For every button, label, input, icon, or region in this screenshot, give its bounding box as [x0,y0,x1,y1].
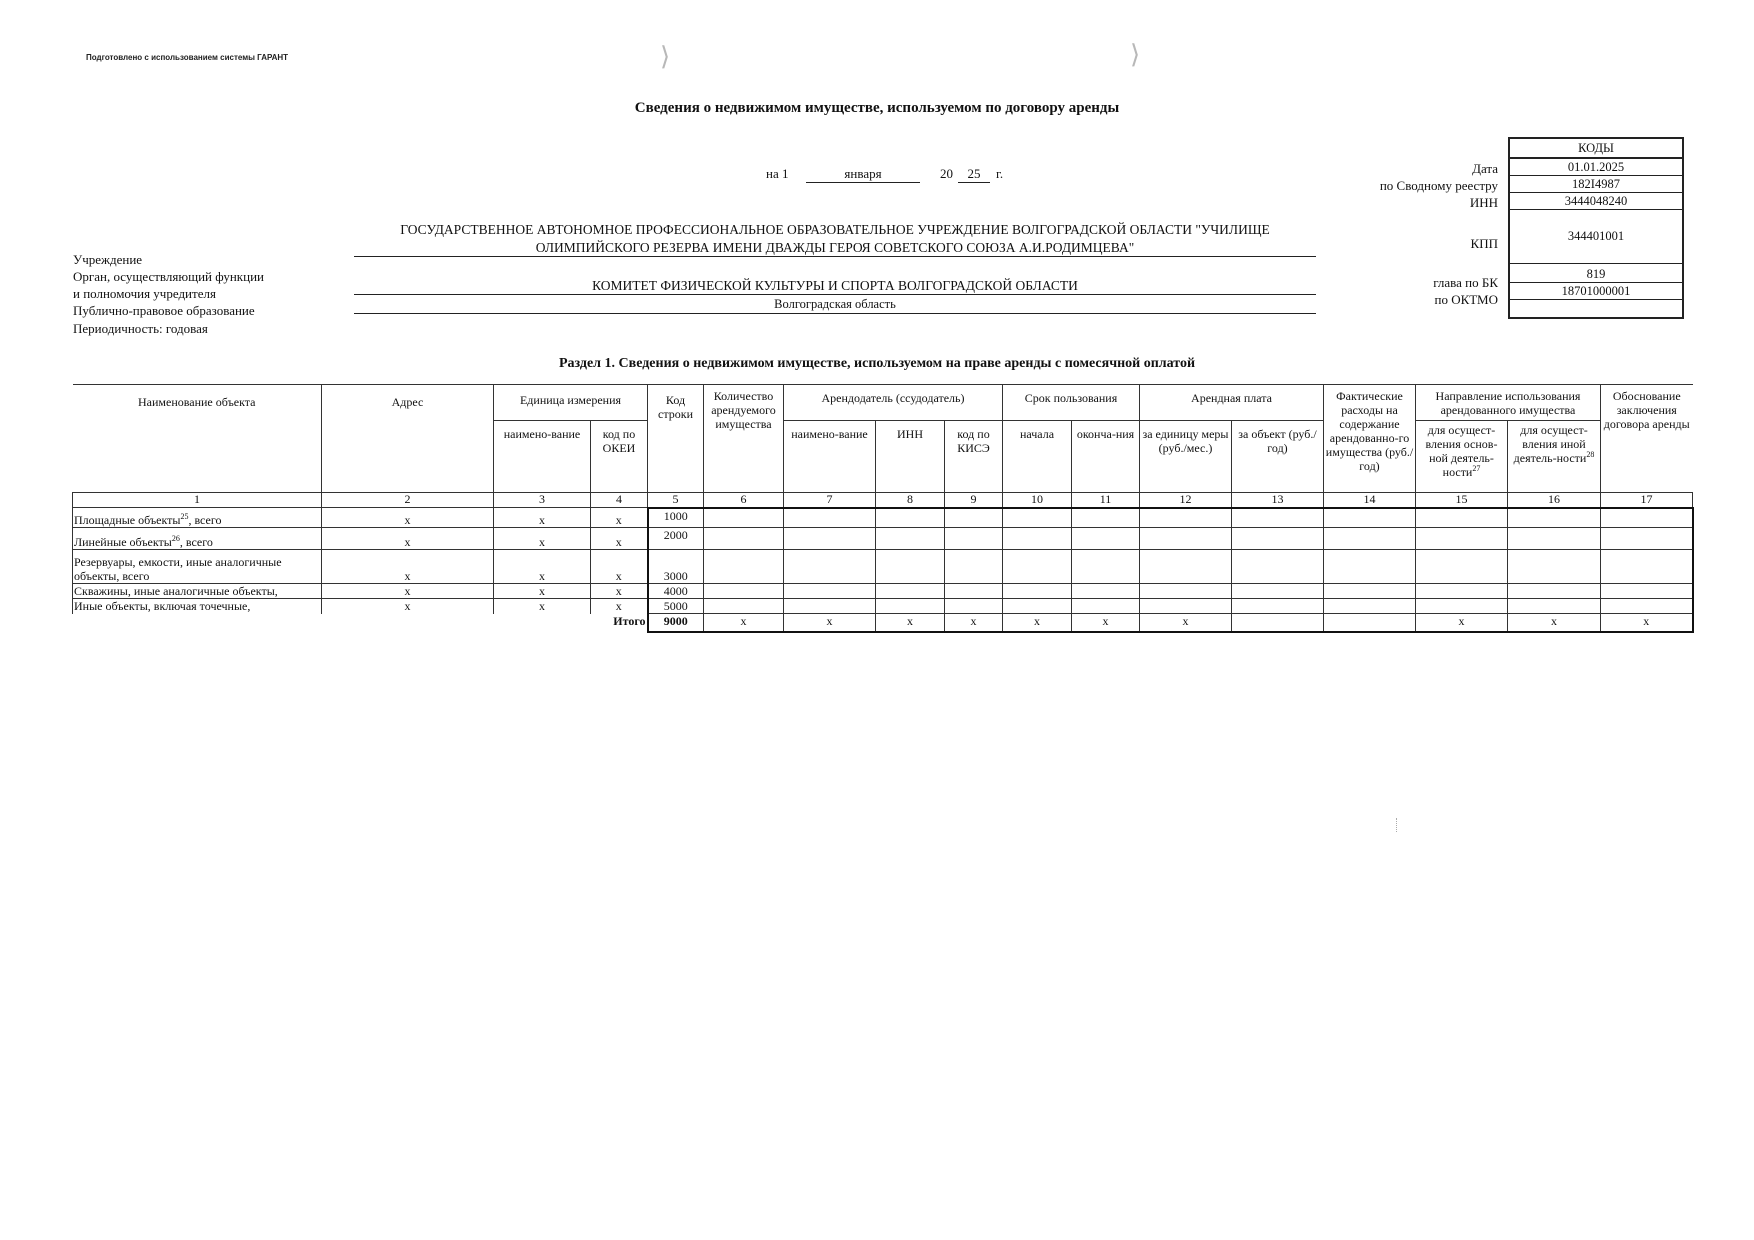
th-address: Адрес [322,385,494,493]
cell [73,614,322,632]
cell [1140,550,1232,584]
col-num: 8 [876,493,945,508]
cell [1601,550,1693,584]
date-suffix: г. [996,166,1004,181]
cell [1324,599,1416,614]
cell [1232,599,1324,614]
cell [876,550,945,584]
cell [1072,599,1140,614]
col-num: 12 [1140,493,1232,508]
cell [1508,508,1601,528]
label-bk: глава по БК [1433,275,1498,290]
row-code: 4000 [648,584,704,599]
col-num: 13 [1232,493,1324,508]
row-unit-name: x [494,508,591,528]
label-institution: Учреждение [73,252,143,267]
table-row [73,584,1693,599]
total-x: x [1072,614,1140,632]
scan-artifact-icon: ⟩ [1130,40,1141,69]
th-rent-object: за объект (руб./год) [1232,421,1324,493]
row-unit-code: x [591,584,648,599]
label-founder-1: Орган, осуществляющий функции [73,269,264,284]
cell [1140,584,1232,599]
row-name-sup: 25 [180,512,189,521]
cell [704,508,784,528]
th-term-start: начала [1003,421,1072,493]
table-row-total [73,614,1693,632]
th-direction-other-text: для осущест-вления иной деятель-ности [1513,423,1588,465]
row-unit-name: x [494,599,591,614]
cell [1072,528,1140,550]
th-landlord-inn: ИНН [876,421,945,493]
cell [1072,550,1140,584]
cell [784,599,876,614]
col-num: 2 [322,493,494,508]
cell [1003,550,1072,584]
founder-name: КОМИТЕТ ФИЗИЧЕСКОЙ КУЛЬТУРЫ И СПОРТА ВОЛГОГРАДСКОЙ ОБЛАСТИ [592,278,1078,293]
th-rent-unit: за единицу меры (руб./мес.) [1140,421,1232,493]
code-empty [1509,300,1683,319]
total-label: Итого [591,614,648,632]
cell [1601,599,1693,614]
row-code: 2000 [648,528,704,550]
th-term-end: оконча-ния [1072,421,1140,493]
date-prefix: на 1 [766,166,789,181]
label-registry: по Сводному реестру [1379,178,1498,193]
cell [1416,584,1508,599]
cell [945,550,1003,584]
garant-note: Подготовлено с использованием системы ГАРАНТ [86,53,289,62]
cell [1601,584,1693,599]
col-num: 16 [1508,493,1601,508]
col-num: 10 [1003,493,1072,508]
cell [1232,528,1324,550]
table-row [73,508,1693,528]
row-name: Резервуары, емкости, иные аналогичные объекты, всего [73,550,322,584]
cell [1601,528,1693,550]
code-oktmo: 18701000001 [1509,283,1683,300]
col-num: 5 [648,493,704,508]
cell [704,584,784,599]
cell [1140,528,1232,550]
date-year-prefix: 20 [940,166,953,181]
cell [1324,508,1416,528]
cell [1508,528,1601,550]
th-line-code: Код строки [648,385,704,493]
row-code: 1000 [648,508,704,528]
th-term: Срок пользования [1003,385,1140,421]
cell [704,599,784,614]
row-name-text: Площадные объекты [74,513,181,527]
total-x: x [784,614,876,632]
cell [876,599,945,614]
total-x: x [945,614,1003,632]
col-num: 1 [73,493,322,508]
cell [945,508,1003,528]
total-x: x [704,614,784,632]
row-unit-name: x [494,584,591,599]
th-unit-code: код по ОКЕИ [591,421,648,493]
code-kpp: 344401001 [1509,210,1683,264]
row-code: 3000 [648,550,704,584]
row-unit-code: x [591,508,648,528]
row-name: Скважины, иные аналогичные объекты, [73,584,322,599]
total-x: x [1140,614,1232,632]
section-title: Раздел 1. Сведения о недвижимом имуществе, используемом на праве аренды с помесячной оплатой [558,356,1196,371]
label-oktmo: по ОКТМО [1434,292,1498,307]
total-code: 9000 [648,614,704,632]
row-unit-name: x [494,550,591,584]
th-landlord-kise: код по КИСЭ [945,421,1003,493]
codes-table [1508,137,1684,319]
row-name-sup: 26 [171,534,180,543]
cell [876,584,945,599]
public-entity-name: Волгоградская область [774,297,896,311]
row-address: x [322,550,494,584]
cell [1072,584,1140,599]
cell [1508,584,1601,599]
label-public-entity: Публично-правовое образование [73,303,255,318]
row-unit-name: x [494,528,591,550]
cell [1508,599,1601,614]
founder-underline [354,294,1316,295]
th-rent: Арендная плата [1140,385,1324,421]
cell [784,550,876,584]
table-row [73,550,1693,584]
th-landlord-name: наимено-вание [784,421,876,493]
date-year-suffix: 25 [958,166,990,183]
cell [1232,614,1324,632]
cell [322,614,494,632]
institution-name-line2: ОЛИМПИЙСКОГО РЕЗЕРВА ИМЕНИ ДВАЖДЫ ГЕРОЯ СОВЕТСКОГО СОЮЗА А.И.РОДИМЦЕВА" [535,240,1135,255]
cell [1072,508,1140,528]
cell [1416,550,1508,584]
cell [1416,528,1508,550]
institution-underline [354,256,1316,257]
cell [876,508,945,528]
cell [1508,550,1601,584]
col-num: 17 [1601,493,1693,508]
total-x: x [1003,614,1072,632]
col-num: 9 [945,493,1003,508]
institution-name-line1: ГОСУДАРСТВЕННОЕ АВТОНОМНОЕ ПРОФЕССИОНАЛЬНОЕ ОБРАЗОВАТЕЛЬНОЕ УЧРЕЖДЕНИЕ ВОЛГОГРАДСКОЙ ОБЛАСТИ "УЧИЛИЩЕ [400,222,1270,237]
date-month: января [806,166,920,183]
th-direction-main-sup: 27 [1472,464,1481,473]
cell [1324,584,1416,599]
col-num: 3 [494,493,591,508]
total-x: x [1508,614,1601,632]
cell [945,528,1003,550]
public-entity-underline [354,313,1316,314]
cell [1232,550,1324,584]
code-registry: 182I4987 [1509,176,1683,193]
label-kpp: КПП [1470,236,1498,251]
row-address: x [322,528,494,550]
cell [1601,508,1693,528]
row-unit-code: x [591,550,648,584]
label-founder-2: и полномочия учредителя [73,286,216,301]
col-num: 14 [1324,493,1416,508]
page-title: Сведения о недвижимом имуществе, используемом по договору аренды [634,100,1120,116]
label-periodicity: Периодичность: годовая [73,321,208,336]
cell [494,614,591,632]
col-num: 7 [784,493,876,508]
scan-artifact-icon: ⟩ [660,42,671,71]
total-x: x [1601,614,1693,632]
cell [1140,508,1232,528]
cell [1416,599,1508,614]
cell [1003,528,1072,550]
row-name-tail: , всего [179,535,213,549]
row-name [73,508,322,528]
th-direction-main-text: для осущест-вления основ-ной деятель-ности [1425,423,1498,479]
cell [1324,614,1416,632]
cell [1003,508,1072,528]
col-num: 6 [704,493,784,508]
cell [784,508,876,528]
scan-speck [1396,818,1398,832]
row-address: x [322,584,494,599]
th-quantity: Количество арендуемого имущества [704,385,784,493]
th-direction-main [1416,421,1508,493]
cell [784,528,876,550]
row-address: x [322,599,494,614]
row-name-tail: , всего [188,513,222,527]
th-landlord: Арендодатель (ссудодатель) [784,385,1003,421]
cell [876,528,945,550]
table-row [73,528,1693,550]
th-name: Наименование объекта [73,385,322,493]
th-actual-costs: Фактические расходы на содержание арендованно-го имущества (руб./год) [1324,385,1416,493]
total-x: x [1416,614,1508,632]
cell [1140,599,1232,614]
th-basis: Обоснование заключения договора аренды [1601,385,1693,493]
code-date: 01.01.2025 [1509,158,1683,176]
cell [784,584,876,599]
th-direction-other [1508,421,1601,493]
cell [1324,528,1416,550]
th-direction: Направление использования арендованного имущества [1416,385,1601,421]
row-name-text: Линейные объекты [74,535,172,549]
label-inn: ИНН [1469,195,1498,210]
cell [1232,508,1324,528]
row-unit-code: x [591,528,648,550]
col-num: 15 [1416,493,1508,508]
cell [945,599,1003,614]
cell [1003,599,1072,614]
row-code: 5000 [648,599,704,614]
row-unit-code: x [591,599,648,614]
table-row [73,599,1693,614]
cell [945,584,1003,599]
rent-table [72,384,1694,633]
cell [1003,584,1072,599]
total-x: x [876,614,945,632]
cell [704,528,784,550]
th-unit-name: наимено-вание [494,421,591,493]
code-inn: 3444048240 [1509,193,1683,210]
code-bk: 819 [1509,264,1683,283]
cell [704,550,784,584]
row-name: Иные объекты, включая точечные, [73,599,322,614]
col-num: 11 [1072,493,1140,508]
col-num: 4 [591,493,648,508]
cell [1416,508,1508,528]
cell [1232,584,1324,599]
row-address: x [322,508,494,528]
th-unit: Единица измерения [494,385,648,421]
codes-header: КОДЫ [1509,138,1683,158]
label-date: Дата [1472,161,1498,176]
cell [1324,550,1416,584]
row-name [73,528,322,550]
th-direction-other-sup: 28 [1586,450,1595,459]
